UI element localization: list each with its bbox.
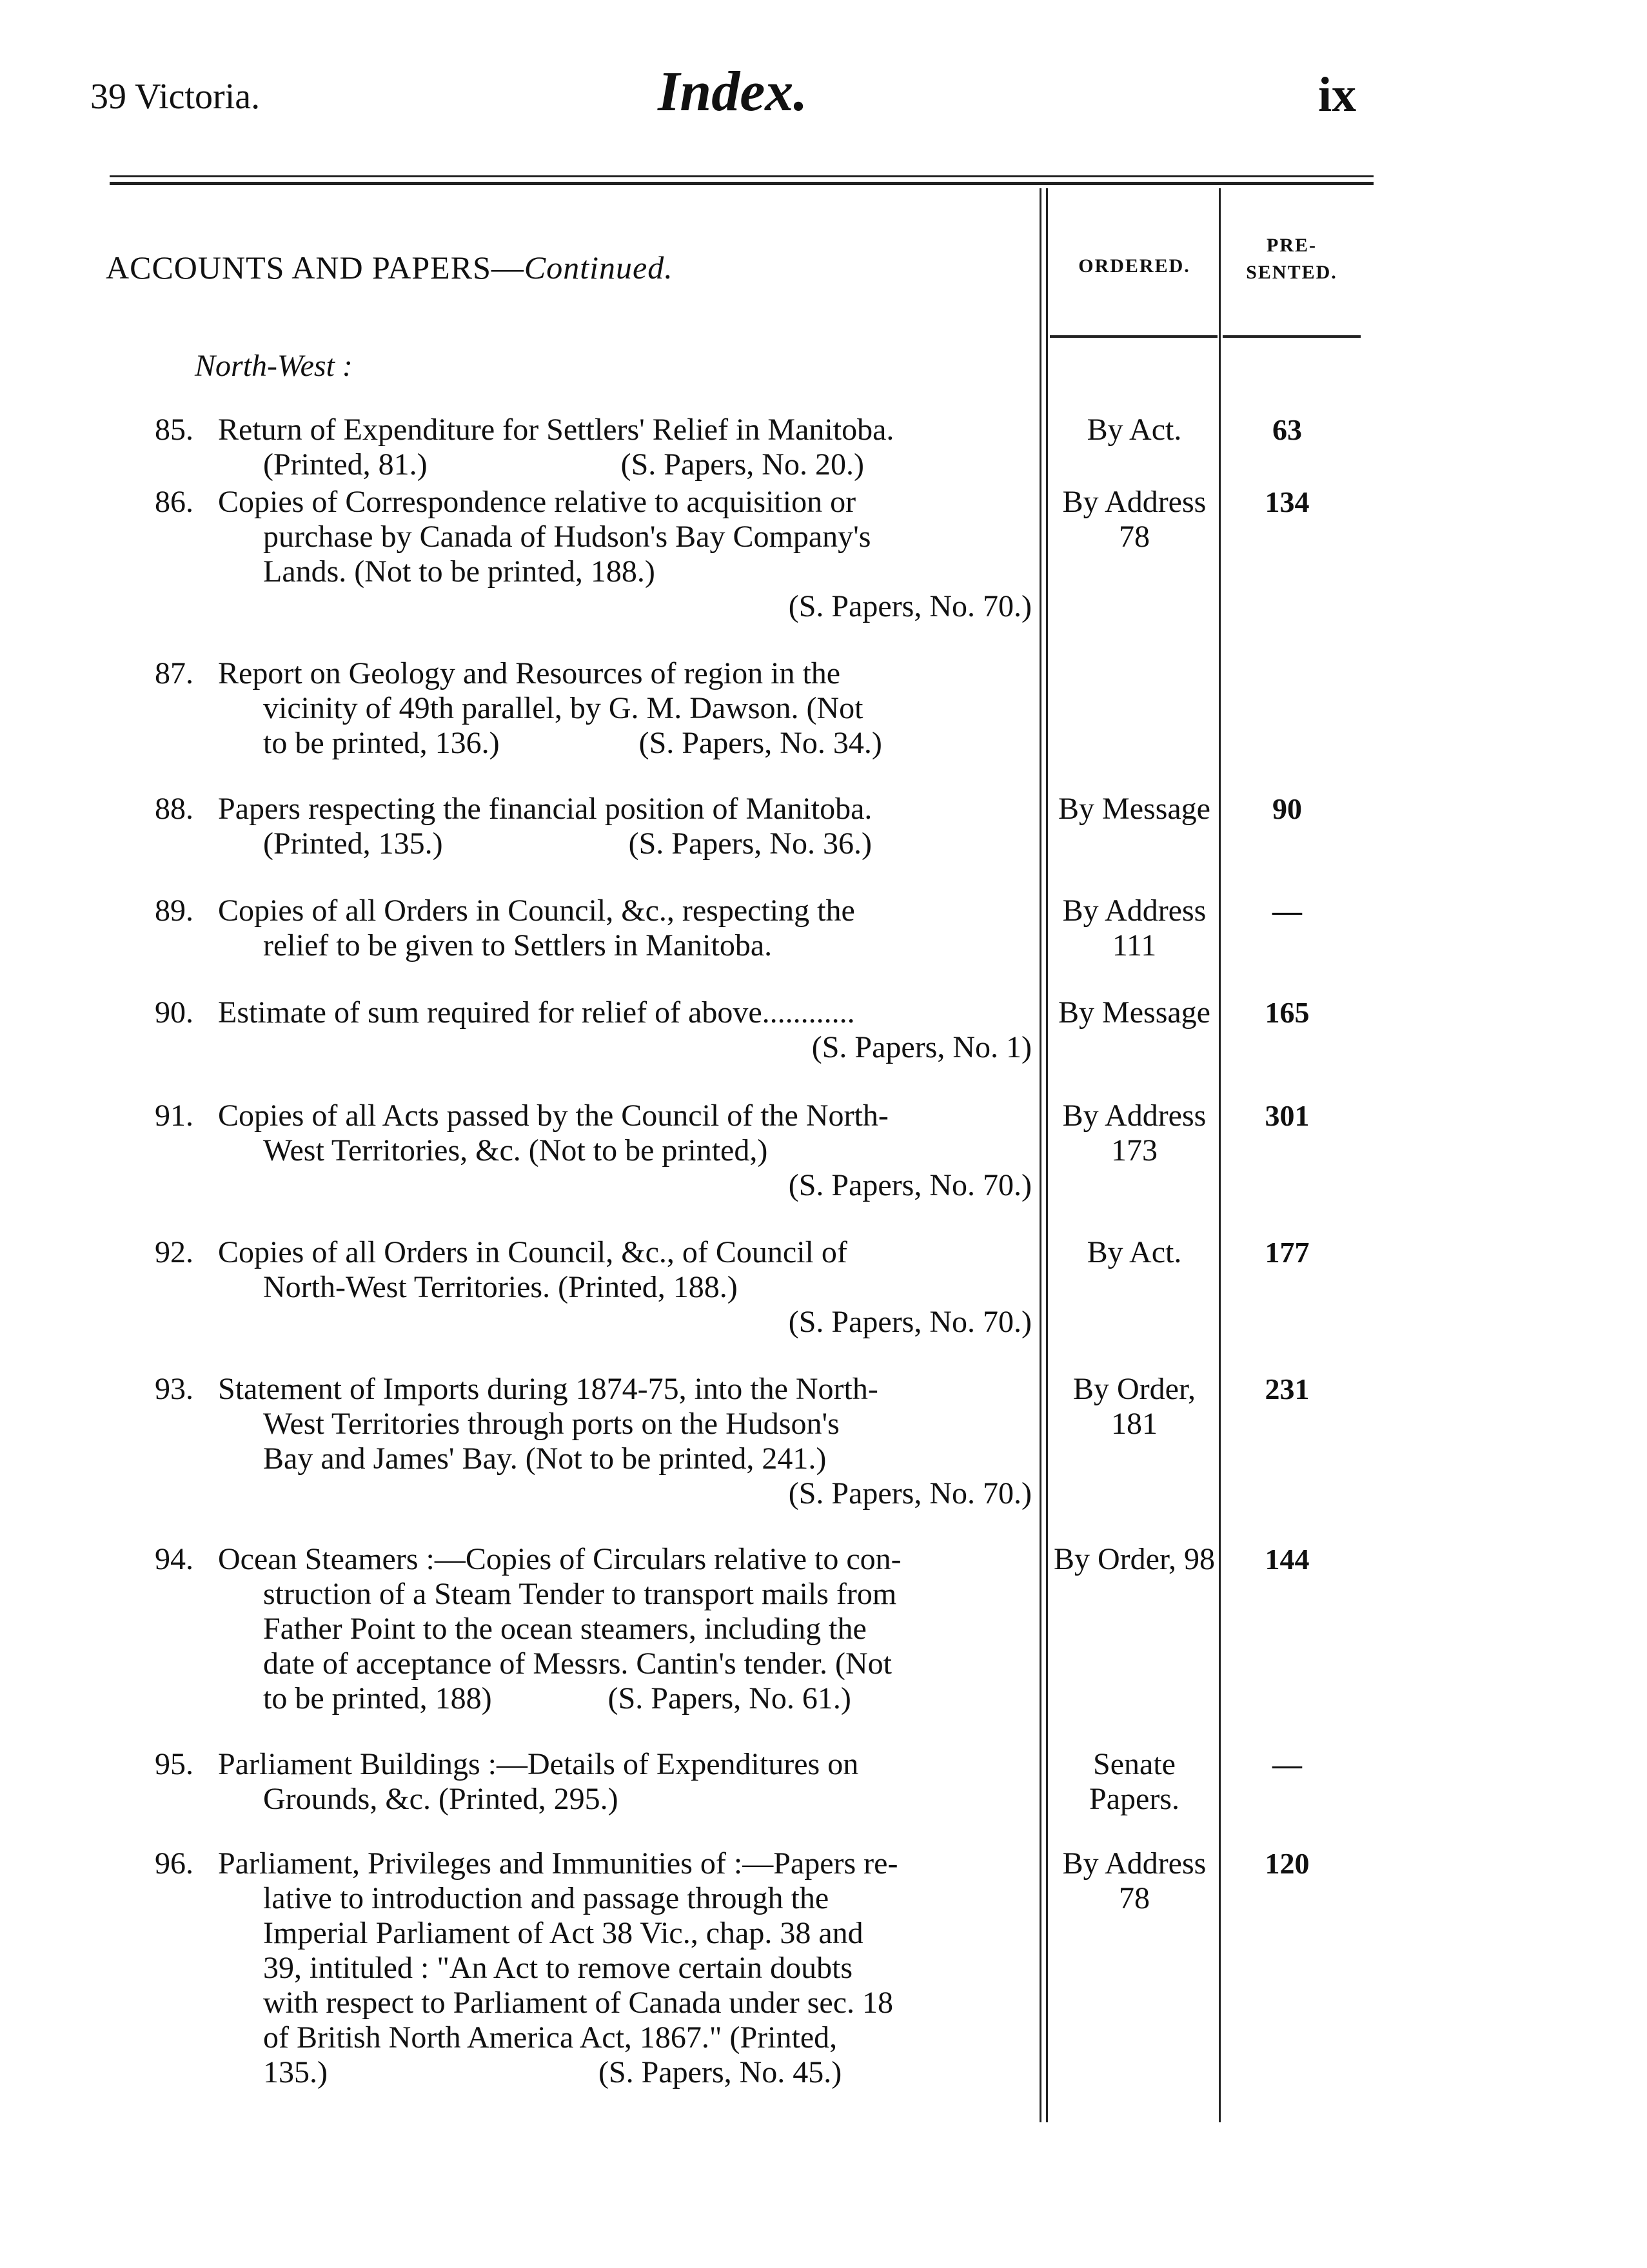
entry-line: Father Point to the ocean steamers, including the — [263, 1612, 867, 1646]
entry-line: Lands. (Not to be printed, 188.) — [263, 554, 655, 589]
header-rule-thin — [110, 175, 1374, 177]
column-rule-text-right — [1046, 188, 1048, 2122]
entry-line: Imperial Parliament of Act 38 Vic., chap. 38 and — [263, 1916, 863, 1950]
entry-ordered: By Order, 181 — [1072, 1372, 1196, 1441]
entry-line: (S. Papers, No. 70.) — [788, 1476, 1032, 1510]
column-head-ordered: ORDERED. — [1078, 255, 1190, 277]
entry-ordered: Senate Papers. — [1089, 1747, 1179, 1816]
entry-line: 135.) (S. Papers, No. 45.) — [263, 2055, 842, 2089]
entry-line: Copies of all Orders in Council, &c., of Council of — [218, 1235, 847, 1269]
entry-line: Grounds, &c. (Printed, 295.) — [263, 1782, 618, 1816]
entry-text — [218, 995, 1032, 1065]
running-header-title: Index. — [658, 61, 808, 123]
entry-line: Statement of Imports during 1874-75, into the North- — [218, 1372, 878, 1406]
entry-line: Copies of Correspondence relative to acquisition or — [218, 485, 856, 519]
entry-text — [218, 894, 1032, 963]
entry-line: Ocean Steamers :—Copies of Circulars relative to con- — [218, 1542, 902, 1576]
entry-line: (S. Papers, No. 70.) — [788, 1168, 1032, 1202]
entry-line: to be printed, 188) (S. Papers, No. 61.) — [263, 1681, 851, 1716]
entry-line: lative to introduction and passage through the — [263, 1881, 829, 1915]
entry-number: 86. — [155, 485, 193, 519]
page-number: ix — [1318, 68, 1357, 122]
entry-line: 39, intituled : "An Act to remove certain doubts — [263, 1951, 853, 1985]
section-title: ACCOUNTS AND PAPERS—Continued. — [106, 249, 673, 286]
entry-line: struction of a Steam Tender to transport mails from — [263, 1577, 897, 1611]
entry-ordered: By Message — [1058, 792, 1210, 826]
entry-text — [218, 792, 1032, 861]
entry-ordered: By Order, 98 — [1053, 1542, 1216, 1576]
entry-number: 93. — [155, 1372, 193, 1406]
entry-line: West Territories through ports on the Hudson's — [263, 1407, 840, 1441]
entry-line: vicinity of 49th parallel, by G. M. Dawson. (Not — [263, 691, 863, 725]
entry-line: Parliament, Privileges and Immunities of :—Papers re- — [218, 1846, 898, 1881]
entry-line: West Territories, &c. (Not to be printed,) — [263, 1133, 768, 1168]
entry-line: Copies of all Orders in Council, &c., respecting the — [218, 894, 855, 928]
entry-text — [218, 485, 1032, 624]
entry-number: 90. — [155, 995, 193, 1030]
entry-presented: 165 — [1265, 996, 1310, 1029]
entry-presented: 144 — [1265, 1543, 1310, 1576]
entry-number: 92. — [155, 1235, 193, 1269]
entry-number: 85. — [155, 413, 193, 447]
entry-number: 88. — [155, 792, 193, 826]
column-head-underline-presented — [1223, 335, 1361, 338]
column-head-underline-ordered — [1050, 335, 1218, 338]
entry-presented: 63 — [1272, 413, 1302, 446]
entry-presented: 134 — [1265, 485, 1310, 518]
entry-line: to be printed, 136.) (S. Papers, No. 34.) — [263, 726, 882, 760]
entry-line: Report on Geology and Resources of region in the — [218, 656, 841, 690]
entry-line: of British North America Act, 1867." (Printed, — [263, 2020, 838, 2055]
entry-number: 91. — [155, 1099, 193, 1133]
column-rule-text-left — [1040, 188, 1041, 2122]
entry-line: purchase by Canada of Hudson's Bay Company's — [263, 520, 871, 554]
subheading-north-west: North-West : — [195, 349, 353, 383]
entry-text — [218, 1235, 1032, 1340]
entry-line: (Printed, 135.) (S. Papers, No. 36.) — [263, 826, 872, 861]
entry-presented: 120 — [1265, 1847, 1310, 1880]
entry-text — [218, 1846, 1032, 2090]
entry-text — [218, 656, 1032, 761]
entry-ordered: By Address 78 — [1062, 485, 1207, 554]
entry-line: relief to be given to Settlers in Manitoba. — [263, 928, 773, 963]
entry-presented: 301 — [1265, 1099, 1310, 1132]
entry-number: 96. — [155, 1846, 193, 1881]
entry-line: Return of Expenditure for Settlers' Relief in Manitoba. — [218, 413, 894, 447]
entry-number: 95. — [155, 1747, 193, 1781]
entry-number: 94. — [155, 1542, 193, 1576]
entry-line: (Printed, 81.) (S. Papers, No. 20.) — [263, 447, 864, 482]
entry-line: Copies of all Acts passed by the Council of the North- — [218, 1099, 889, 1133]
entry-text — [218, 1372, 1032, 1511]
entry-text — [218, 1099, 1032, 1203]
entry-presented: — — [1272, 1748, 1302, 1781]
header-rule-thick — [110, 182, 1374, 185]
running-header-left: 39 Victoria. — [90, 77, 261, 117]
entry-ordered: By Message — [1058, 995, 1210, 1030]
entry-line: Parliament Buildings :—Details of Expenditures on — [218, 1747, 859, 1781]
entry-presented: 177 — [1265, 1236, 1310, 1269]
entry-presented: 231 — [1265, 1373, 1310, 1405]
column-head-presented: PRE- SENTED. — [1246, 235, 1337, 283]
entry-presented: 90 — [1272, 792, 1302, 825]
entry-line: with respect to Parliament of Canada under sec. 18 — [263, 1986, 894, 2020]
entry-ordered: By Act. — [1087, 413, 1182, 447]
entry-number: 87. — [155, 656, 193, 690]
entry-line: (S. Papers, No. 70.) — [788, 1305, 1032, 1339]
entry-ordered: By Address 111 — [1062, 894, 1207, 963]
entry-line: Papers respecting the financial position of Manitoba. — [218, 792, 873, 826]
entry-ordered: By Address 78 — [1062, 1846, 1207, 1915]
entry-ordered: By Address 173 — [1062, 1099, 1207, 1168]
entry-text — [218, 413, 1032, 482]
entry-presented: — — [1272, 894, 1302, 927]
entry-line: (S. Papers, No. 70.) — [788, 589, 1032, 623]
entry-line: Estimate of sum required for relief of above............ — [218, 995, 855, 1030]
column-rule-ordered — [1219, 188, 1221, 2122]
entry-ordered: By Act. — [1087, 1235, 1182, 1269]
entry-line: (S. Papers, No. 1) — [811, 1030, 1032, 1064]
entry-line: North-West Territories. (Printed, 188.) — [263, 1270, 738, 1304]
entry-line: date of acceptance of Messrs. Cantin's tender. (Not — [263, 1647, 892, 1681]
entry-number: 89. — [155, 894, 193, 928]
entry-text — [218, 1747, 1032, 1817]
entry-line: Bay and James' Bay. (Not to be printed, 241.) — [263, 1442, 827, 1476]
entry-text — [218, 1542, 1032, 1716]
